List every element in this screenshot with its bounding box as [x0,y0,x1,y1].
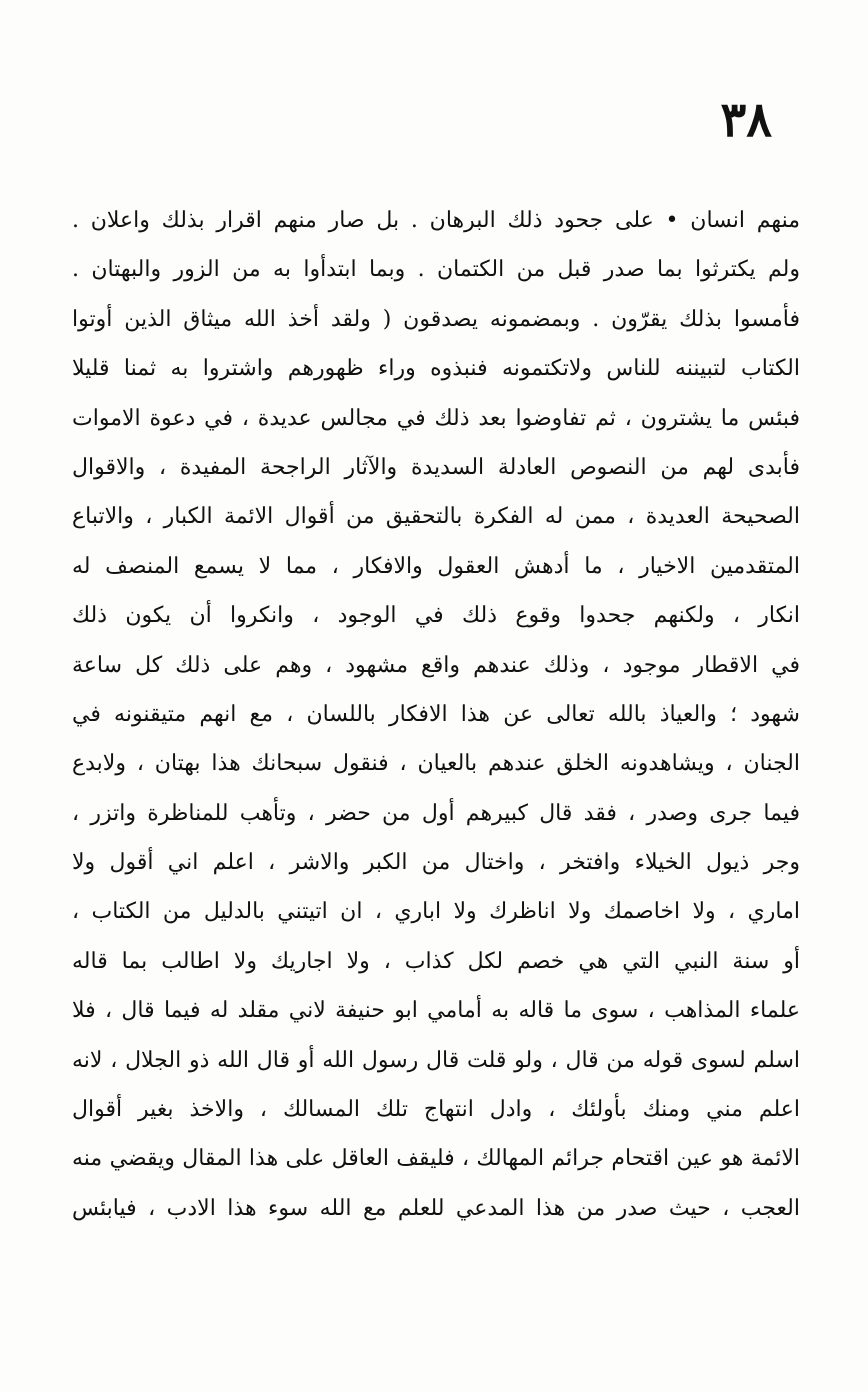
text-line-20: الائمة هو عين اقتحام جرائم المهالك ، فليقف العاقل على هذا المقال ويقضي منه [72,1146,800,1172]
page-number: ٣٨ [720,92,772,148]
text-line-9: انكار ، ولكنهم جحدوا وقوع ذلك في الوجود ، وانكروا أن يكون ذلك [72,603,800,629]
text-line-3: فأمسوا بذلك يقرّون . وبمضمونه يصدقون ( ولقد أخذ الله ميثاق الذين أوتوا [72,306,800,332]
text-line-15: اماري ، ولا اخاصمك ولا اناظرك ولا اباري ، ان اتيتني بالدليل من الكتاب ، [72,899,800,925]
text-line-10: في الاقطار موجود ، وذلك عندهم واقع مشهود ، وهم على ذلك كل ساعة [72,652,800,678]
text-line-12: الجنان ، ويشاهدونه الخلق عندهم بالعيان ، فنقول سبحانك هذا بهتان ، ولابدع [72,751,800,777]
text-line-13: فيما جرى وصدر ، فقد قال كبيرهم أول من حضر ، وتأهب للمناظرة واتزر ، [72,800,800,826]
text-line-7: الصحيحة العديدة ، ممن له الفكرة بالتحقيق من أقوال الائمة الكبار ، والاتباع [72,504,800,530]
text-line-11: شهود ؛ والعياذ بالله تعالى عن هذا الافكار باللسان ، مع انهم متيقنونه في [72,701,800,727]
text-line-17: علماء المذاهب ، سوى ما قاله به أمامي ابو حنيفة لاني مقلد له فيما قال ، فلا [72,998,800,1024]
text-line-2: ولم يكترثوا بما صدر قبل من الكتمان . وبما ابتدأوا به من الزور والبهتان . [72,257,800,283]
body-text [72,196,800,1233]
text-line-8: المتقدمين الاخيار ، ما أدهش العقول والافكار ، مما لا يسمع المنصف له [72,553,800,579]
text-line-21: العجب ، حيث صدر من هذا المدعي للعلم مع الله سوء هذا الادب ، فيابئس [72,1195,800,1221]
text-line-14: وجر ذيول الخيلاء وافتخر ، واختال من الكبر والاشر ، اعلم اني أقول ولا [72,850,800,876]
text-line-6: فأبدى لهم من النصوص العادلة السديدة والآثار الراجحة المفيدة ، والاقوال [72,454,800,480]
text-line-19: اعلم مني ومنك بأولئك ، وادل انتهاج تلك المسالك ، والاخذ بغير أقوال [72,1097,800,1123]
text-line-1: منهم انسان • على جحود ذلك البرهان . بل صار منهم اقرار بذلك واعلان . [72,208,800,233]
text-line-16: أو سنة النبي التي هي خصم لكل كذاب ، ولا اجاريك ولا اطالب بما قاله [72,948,800,974]
text-line-4: الكتاب لتبيننه للناس ولاتكتمونه فنبذوه وراء ظهورهم واشتروا به ثمنا قليلا [72,356,800,382]
text-line-18: اسلم لسوى قوله من قال ، ولو قلت قال رسول الله أو قال الله ذو الجلال ، لانه [72,1047,800,1073]
text-line-5: فبئس ما يشترون ، ثم تفاوضوا بعد ذلك في مجالس عديدة ، في دعوة الاموات [72,405,800,431]
